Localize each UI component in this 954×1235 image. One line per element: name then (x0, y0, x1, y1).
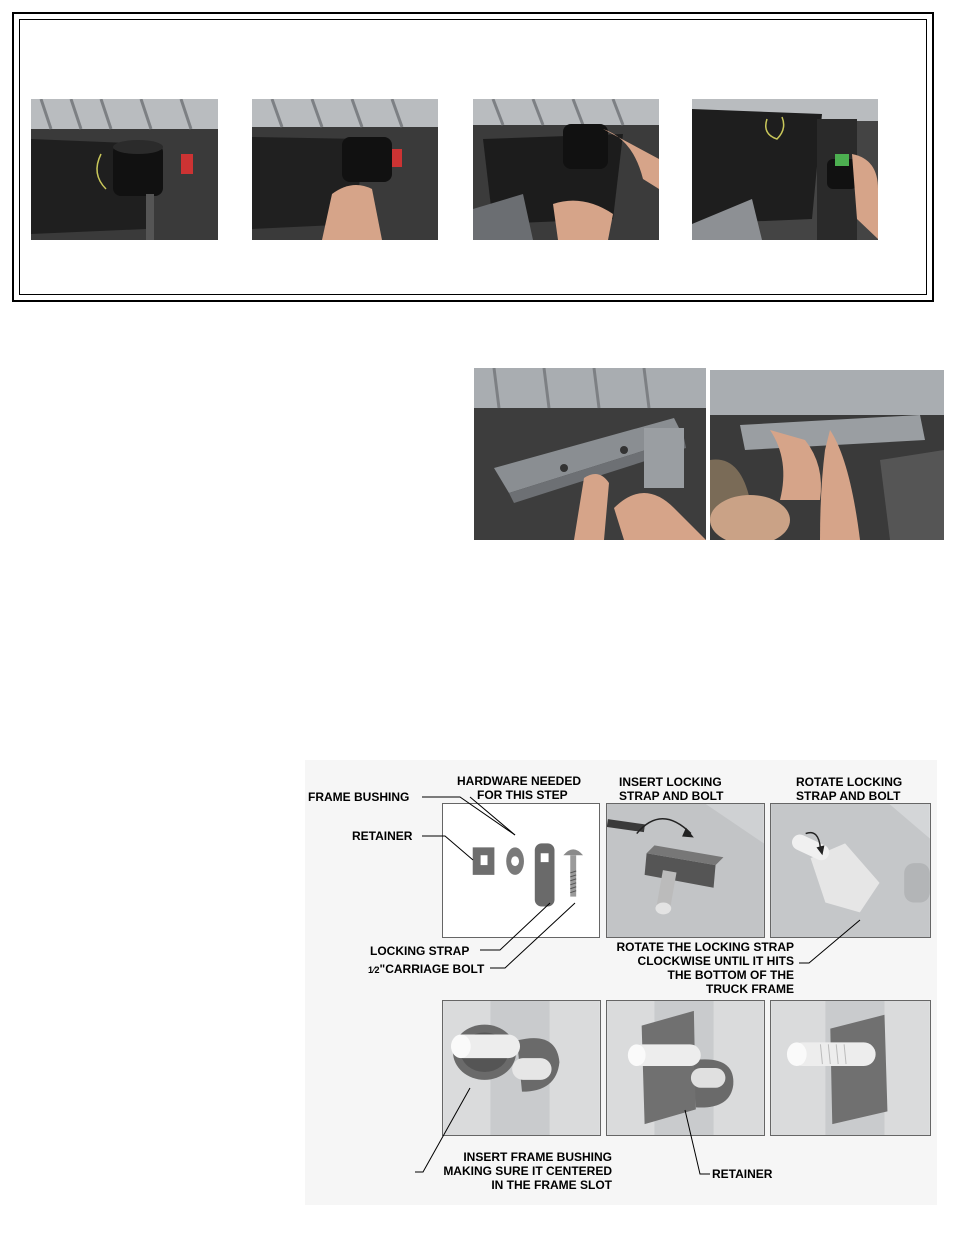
step-photo-2 (252, 99, 438, 240)
label-locking-strap: LOCKING STRAP (370, 944, 470, 958)
label-bushing-note-line2: MAKING SURE IT CENTERED (443, 1164, 612, 1178)
frame-install-photo-1 (474, 368, 706, 540)
label-frame-bushing: FRAME BUSHING (308, 790, 410, 804)
label-insert-strap-line2: STRAP AND BOLT (619, 789, 724, 803)
step-photo-3 (473, 99, 659, 240)
label-rotate-note (604, 940, 794, 996)
label-retainer-bottom: RETAINER (712, 1167, 773, 1181)
label-carriage-bolt-text: "CARRIAGE BOLT (379, 962, 485, 976)
label-hardware-line2: FOR THIS STEP (477, 788, 568, 802)
label-insert-strap-line1: INSERT LOCKING (619, 775, 722, 789)
label-rotate-strap-line2: STRAP AND BOLT (796, 789, 901, 803)
label-rotate-strap (796, 775, 902, 803)
label-rotate-note-line2: CLOCKWISE UNTIL IT HITS (637, 954, 794, 968)
step-photo-1 (31, 99, 218, 240)
label-rotate-note-line3: THE BOTTOM OF THE (667, 968, 794, 982)
label-carriage-bolt-fraction: 1⁄2 (368, 965, 380, 975)
label-hardware-line1: HARDWARE NEEDED (457, 774, 582, 788)
label-bushing-note-line3: IN THE FRAME SLOT (491, 1178, 612, 1192)
label-rotate-strap-line1: ROTATE LOCKING (796, 775, 903, 789)
label-bushing-note (422, 1150, 612, 1192)
label-carriage-bolt (368, 962, 484, 977)
step-photo-4 (692, 99, 878, 240)
frame-install-photo-2 (710, 370, 944, 540)
label-retainer-top: RETAINER (352, 829, 413, 843)
label-hardware-needed (457, 774, 581, 802)
label-rotate-note-line1: ROTATE THE LOCKING STRAP (616, 940, 794, 954)
label-bushing-note-line1: INSERT FRAME BUSHING (463, 1150, 612, 1164)
label-rotate-note-line4: TRUCK FRAME (706, 982, 794, 996)
label-insert-strap (619, 775, 723, 803)
